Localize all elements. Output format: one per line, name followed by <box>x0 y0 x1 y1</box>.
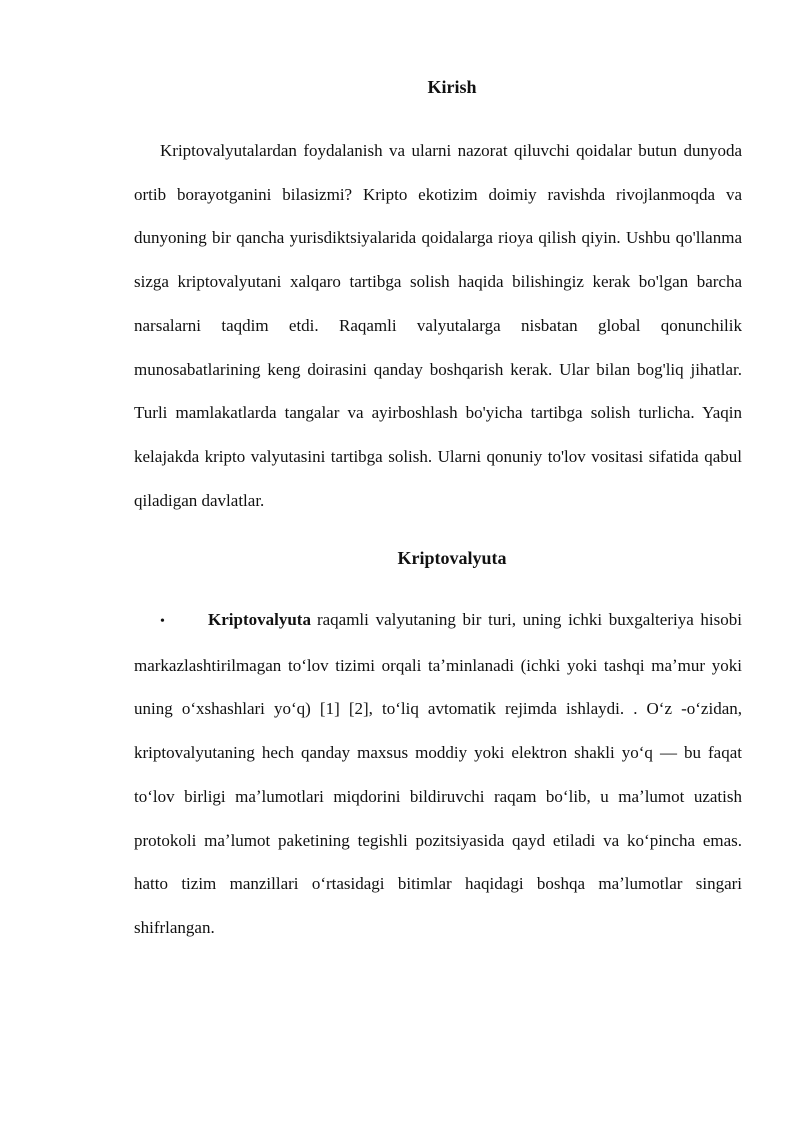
crypto-term: Kriptovalyuta <box>208 610 311 629</box>
intro-paragraph: Kriptovalyutalardan foydalanish va ularni nazorat qiluvchi qoidalar butun dunyoda ortib borayotganini bilasizmi? Kripto ekotizim doimiy ravishda rivojlanmoqda va dunyoning bir qancha yurisdiktsiyalarida qoidalarga rioya qilish qiyin. Ushbu qo'llanma sizga kriptovalyutani xalqaro tartibga solish haqida bilishingiz kerak bo'lgan barcha narsalarni taqdim etdi. Raqamli valyutalarga nisbatan global qonunchilik munosabatlarining keng doirasini qanday boshqarish kerak. Ular bilan bog'liq jihatlar. Turli mamlakatlarda tangalar va ayirboshlash bo'yicha tartibga solish turlicha. Yaqin kelajakda kripto valyutasini tartibga solish. Ularni qonuniy to'lov vositasi sifatida qabul qiladigan davlatlar. <box>134 141 742 510</box>
crypto-paragraph: raqamli valyutaning bir turi, uning ichki buxgalteriya hisobi markazlashtirilmagan toʻlov tizimi orqali taʼminlanadi (ichki yoki tashqi maʼmur yoki uning oʻxshashlari yoʻq) [1] [2], toʻliq avtomatik rejimda ishlaydi. . Oʻz -oʻzidan, kriptovalyutaning hech qanday maxsus moddiy yoki elektron shakli yoʻq — bu faqat toʻlov birligi maʼlumotlari miqdorini bildiruvchi raqam boʻlib, u maʼlumot uzatish protokoli maʼlumot paketining tegishli pozitsiyasida qayd etiladi va koʻpincha emas. hatto tizim manzillari oʻrtasidagi bitimlar haqidagi boshqa maʼlumotlar singari shifrlangan. <box>134 610 742 937</box>
intro-heading: Kirish <box>427 77 477 97</box>
bullet-icon: • <box>160 614 165 629</box>
crypto-bullet-item <box>134 598 742 950</box>
crypto-heading: Kriptovalyuta <box>397 548 507 568</box>
